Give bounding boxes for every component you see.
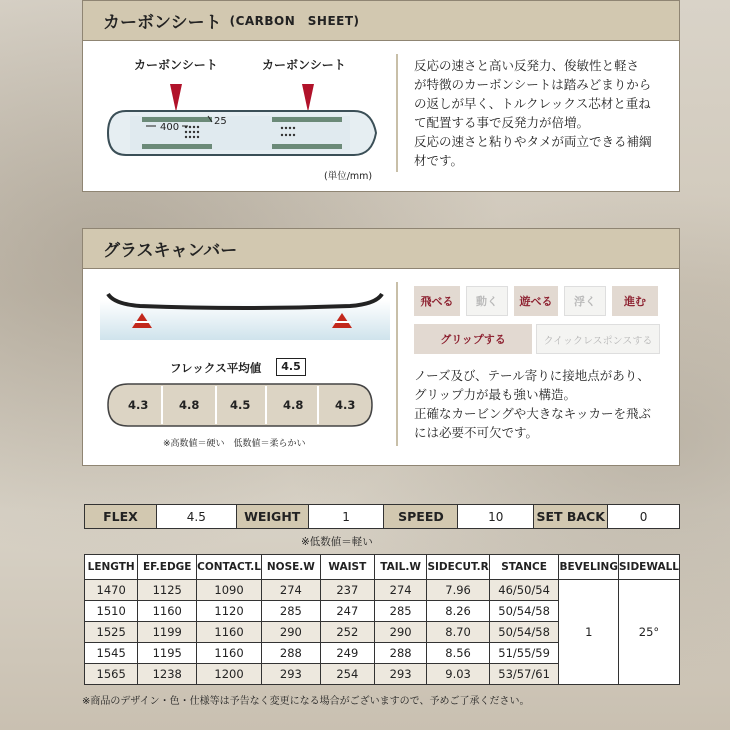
carbon-label-left: カーボンシート — [134, 58, 218, 72]
carbon-divider — [396, 54, 398, 172]
flex-zone-value: 4.3 — [128, 398, 149, 412]
feature-tag-move: 動く — [466, 286, 508, 316]
flex-zone-value: 4.5 — [230, 398, 251, 412]
carbon-strip — [142, 144, 212, 149]
column-header: CONTACT.L — [197, 555, 262, 580]
setback-value: 0 — [608, 505, 680, 529]
column-header: BEVELING — [559, 555, 618, 580]
flex-average-value: 4.5 — [276, 358, 306, 376]
feature-tag-float: 浮く — [564, 286, 606, 316]
column-header: EF.EDGE — [138, 555, 197, 580]
carbon-sheet-title: カーボンシート — [103, 13, 222, 33]
flex-zone-values — [106, 398, 374, 414]
speed-value: 10 — [458, 505, 534, 529]
dimension-400-label: 400 — [160, 122, 180, 133]
table-row: 1470 1125 1090 274 237 274 7.96 46/50/54 1 25° — [85, 580, 680, 601]
flex-label: FLEX — [85, 505, 157, 529]
weight-label: WEIGHT — [236, 505, 308, 529]
size-table — [84, 554, 680, 685]
column-header: SIDECUT.R — [427, 555, 489, 580]
table-row: 1510 1160 1120 285 247 285 8.26 50/54/58 — [85, 601, 680, 622]
feature-tag-play: 遊べる — [514, 286, 558, 316]
carbon-board-diagram — [100, 78, 390, 166]
carbon-sheet-subtitle: (CARBON SHEET) — [229, 14, 360, 28]
spec-table — [84, 504, 680, 529]
column-header: NOSE.W — [262, 555, 321, 580]
beveling-value: 1 — [559, 580, 618, 685]
carbon-arrow-left-icon — [170, 84, 182, 112]
column-header: TAIL.W — [374, 555, 427, 580]
weight-note: ※低数値＝軽い — [301, 536, 373, 548]
sidewall-value: 25° — [618, 580, 679, 685]
camber-description: ノーズ及び、テール寄りに接地点があり、 グリップ力が最も強い構造。 正確なカービングや大きなキッカーを飛ぶ には必要不可欠です。 — [414, 368, 652, 440]
column-header: SIDEWALL — [618, 555, 679, 580]
flex-zone-value: 4.3 — [335, 398, 356, 412]
flex-value: 4.5 — [156, 505, 236, 529]
camber-divider — [396, 282, 398, 446]
carbon-label-right: カーボンシート — [262, 58, 346, 72]
flex-average-label: フレックス平均値 — [170, 361, 262, 375]
setback-label: SET BACK — [534, 505, 608, 529]
carbon-description: 反応の速さと高い反発力、俊敏性と軽さ が特徴のカーボンシートは踏みどまりから の返しが早く、トルクレックス芯材と重ね て配置する事で反発力が倍増。 反応の速さと粘りやタメが両立できる補綱 材です。 — [414, 58, 652, 168]
column-header: WAIST — [320, 555, 374, 580]
carbon-arrow-right-icon — [302, 84, 314, 112]
weight-value: 1 — [308, 505, 384, 529]
carbon-strip — [272, 144, 342, 149]
feature-tag-jump: 飛べる — [414, 286, 460, 316]
flex-note: ※高数値＝硬い 低数値＝柔らかい — [163, 439, 306, 449]
glass-camber-title: グラスキャンバー — [103, 241, 238, 261]
table-row: 1545 1195 1160 288 249 288 8.56 51/55/59 — [85, 643, 680, 664]
dimension-25-label: 25 — [214, 116, 227, 127]
table-row: 1525 1199 1160 290 252 290 8.70 50/54/58 — [85, 622, 680, 643]
table-row: 1565 1238 1200 293 254 293 9.03 53/57/61 — [85, 664, 680, 685]
flex-zone-value: 4.8 — [179, 398, 200, 412]
speed-label: SPEED — [384, 505, 458, 529]
size-table-header — [85, 555, 680, 580]
feature-tag-quick-response: クイックレスポンスする — [536, 324, 660, 354]
column-header: LENGTH — [85, 555, 138, 580]
camber-profile-diagram — [100, 280, 390, 340]
feature-tag-grip: グリップする — [414, 324, 532, 354]
feature-tag-advance: 進む — [612, 286, 658, 316]
column-header: STANCE — [489, 555, 559, 580]
footer-note: ※商品のデザイン・色・仕様等は予告なく変更になる場合がございますので、予めご了承ください。 — [82, 696, 530, 707]
carbon-sheet-header — [83, 1, 679, 41]
carbon-strip — [272, 117, 342, 122]
flex-zone-value: 4.8 — [283, 398, 304, 412]
glass-camber-header — [83, 229, 679, 269]
carbon-unit-label: (単位/mm) — [324, 171, 373, 182]
